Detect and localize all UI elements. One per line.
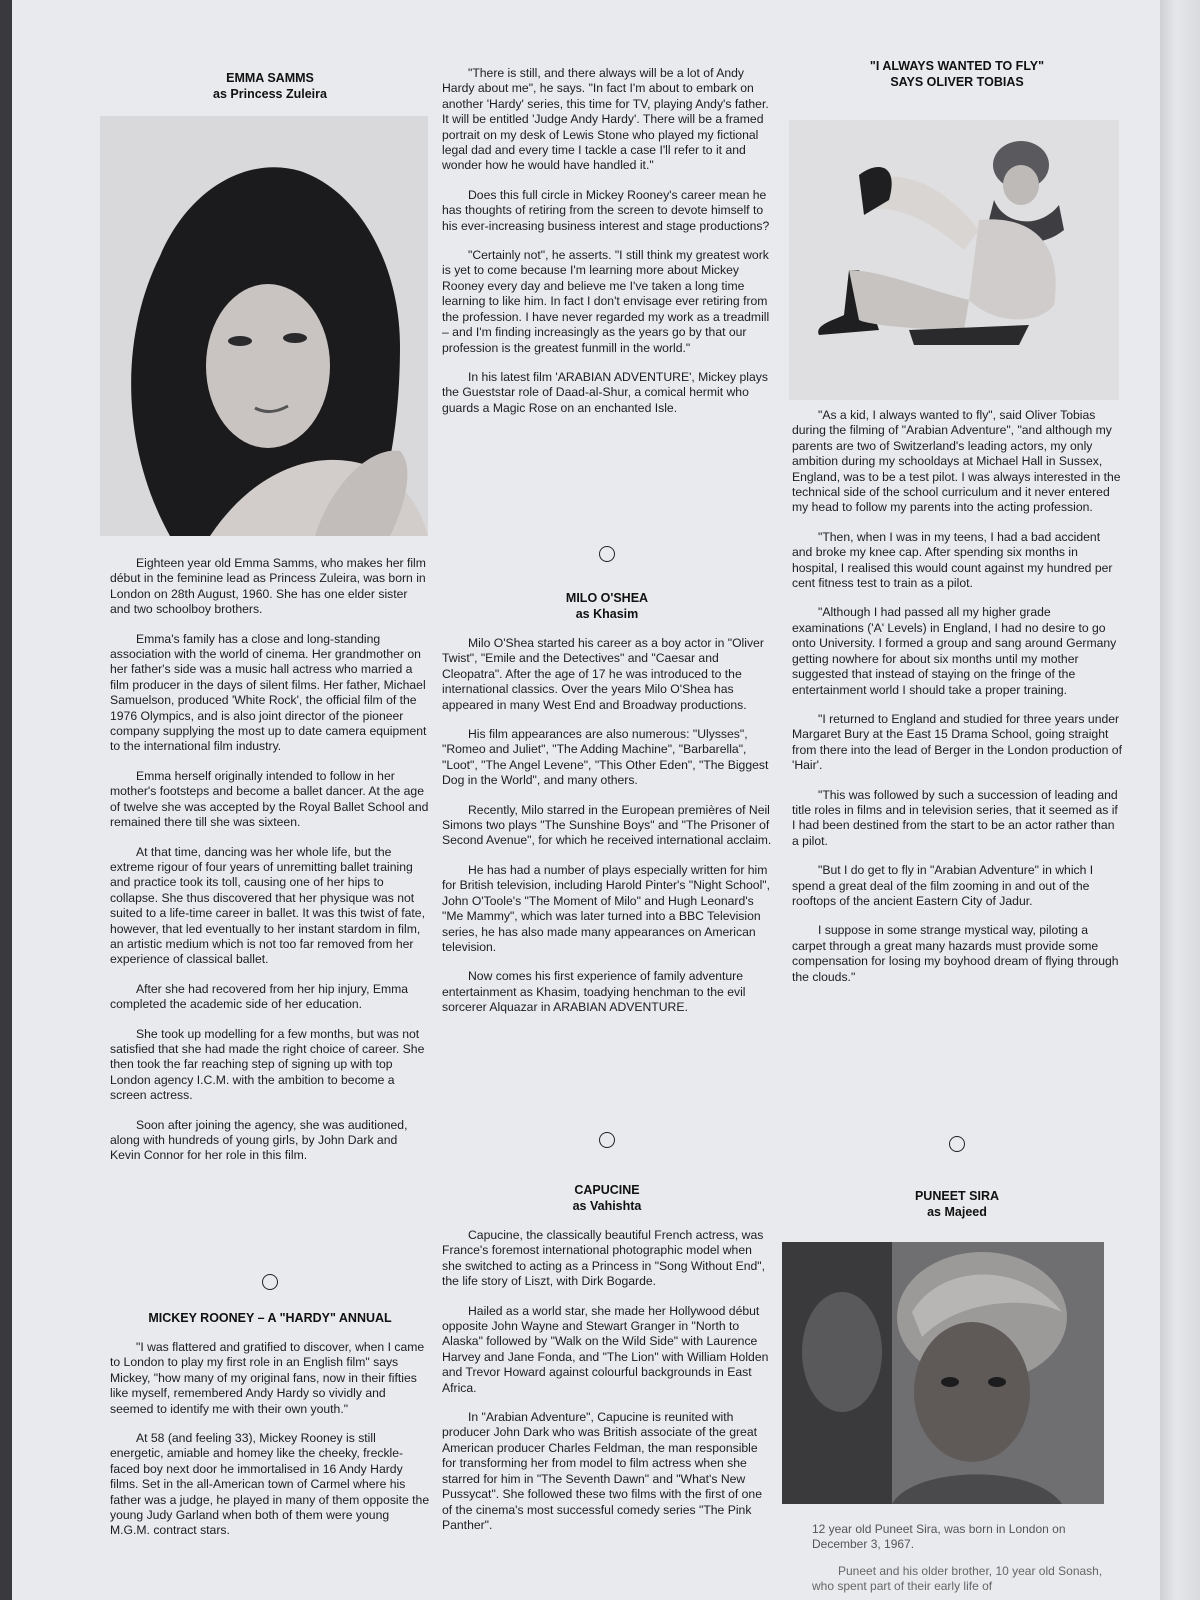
paragraph: Recently, Milo starred in the European premières of Neil Simons two plays "The Sunshine Boys" and "The Prisoner of Second Avenue", for which he received international acclaim. bbox=[442, 802, 772, 848]
section-divider bbox=[110, 1274, 430, 1290]
milo-bio bbox=[442, 636, 772, 1030]
paragraph: Puneet and his older brother, 10 year old Sonash, who spent part of their early life of bbox=[812, 1564, 1103, 1593]
oliver-heading bbox=[792, 58, 1122, 90]
circle-divider-icon bbox=[262, 1274, 278, 1290]
emma-samms-photo bbox=[100, 116, 428, 536]
mickey-heading: MICKEY ROONEY – A "HARDY" ANNUAL bbox=[148, 1311, 392, 1325]
circle-divider-icon bbox=[599, 1132, 615, 1148]
paragraph: Capucine, the classically beautiful French actress, was France's foremost international photographic model when she switched to acting as a Princess in "Song Without End", the life story of Liszt, with Dirk Bogarde. bbox=[442, 1228, 765, 1289]
paragraph: In "Arabian Adventure", Capucine is reunited with producer John Dark who was British associate of the great American producer Charles Feldman, the man responsible for transforming her from model to film actress when she starred for him in "The Seventh Dawn" and "What's New Pussycat". She followed these two films with the first of one of the cinema's most successful comedy series "The Pink Panther". bbox=[442, 1410, 762, 1532]
paragraph: After she had recovered from her hip injury, Emma completed the academic side of her education. bbox=[110, 981, 409, 1012]
mickey-bio bbox=[110, 1340, 430, 1553]
oliver-subheadline: SAYS OLIVER TOBIAS bbox=[890, 75, 1024, 89]
rooney-continued bbox=[442, 66, 772, 430]
adjacent-page-edge bbox=[1160, 0, 1200, 1600]
milo-name: MILO O'SHEA bbox=[565, 591, 649, 605]
puneet-heading bbox=[792, 1188, 1122, 1220]
paragraph: Emma's family has a close and long-standing association with the world of cinema. Her grandmother on her father's side was a music hall actress who married a film producer in the days of silent films. Her father, Michael Samuelson, produced 'White Rock', the official film of the 1976 Olympics, and is also joint director of the pioneer company supplying the most up to date camera equipment to the international film industry. bbox=[110, 631, 427, 754]
oliver-headline: "I ALWAYS WANTED TO FLY" bbox=[869, 59, 1045, 73]
paragraph: His film appearances are also numerous: "Ulysses", "Romeo and Juliet", "The Adding Machine", "Barbarella", "Loot", "The Angel Levene", "This Other Eden", "The Biggest Dog in the World", and many others. bbox=[442, 727, 769, 788]
paragraph: "I returned to England and studied for three years under Margaret Bury at the East 15 Drama School, going straight from there into the lead of Berger in the London production of 'Hair'. bbox=[792, 711, 1122, 773]
puneet-name: PUNEET SIRA bbox=[914, 1189, 1000, 1203]
puneet-bio bbox=[812, 1522, 1112, 1600]
milo-heading bbox=[442, 590, 772, 622]
paragraph: Soon after joining the agency, she was auditioned, along with hundreds of young girls, by John Dark and Kevin Connor for her role in this film. bbox=[110, 1117, 408, 1163]
paragraph: "But I do get to fly in "Arabian Adventure" in which I spend a great deal of the film zooming in and out of the rooftops of the ancient Eastern City of Jadur. bbox=[792, 863, 1094, 908]
capucine-heading bbox=[442, 1182, 772, 1214]
paragraph: "This was followed by such a succession of leading and title roles in films and in television series, that it seemed as if I had been destined from the start to be an actor rather than a pilot. bbox=[792, 787, 1118, 848]
paragraph: Does this full circle in Mickey Rooney's career mean he has thoughts of retiring from the screen to devote himself to his ever-increasing business interest and stage productions? bbox=[442, 187, 770, 233]
oliver-bio bbox=[792, 408, 1122, 999]
paragraph: "As a kid, I always wanted to fly", said Oliver Tobias during the filming of "Arabian Adventure", "and although my parents are two of Switzerland's leading actors, my only ambition during my schooldays at Michael Hall in Sussex, England, was to be a test pilot. I was always interested in the technical side of the school curriculum and it never entered my head to follow my parents into the acting profession. bbox=[792, 408, 1121, 515]
portrait-illustration bbox=[100, 116, 428, 536]
paragraph: Hailed as a world star, she made her Hollywood début opposite John Wayne and Stewart Granger in "North to Alaska" followed by "Walk on the Wild Side" with Laurence Harvey and Jane Fonda, and "The Lion" with William Holden and Trevor Howard against colourful backgrounds in East Africa. bbox=[442, 1303, 769, 1395]
milo-role: as Khasim bbox=[575, 607, 639, 621]
paragraph: She took up modelling for a few months, but was not satisfied that she had made the right choice of career. She then took the far reaching step of signing up with top London agency I.C.M. with the ambition to become a screen actress. bbox=[110, 1026, 425, 1103]
paragraph: At 58 (and feeling 33), Mickey Rooney is still energetic, amiable and homey like the cheeky, freckle-faced boy next door he immortalised in 16 Andy Hardy films. Set in the all-American town of Carmel where his father was a judge, he played in many of them opposite the young Judy Garland when both of them were young M.G.M. contract stars. bbox=[110, 1431, 430, 1538]
capucine-name: CAPUCINE bbox=[574, 1183, 640, 1197]
paragraph: "Although I had passed all my higher grade examinations ('A' Levels) in England, I had no desire to go onto University. I formed a group and sang around Germany getting nowhere for about six months until my mother suggested that instead of staying on the fringe of the entertainment world I should take a proper training. bbox=[792, 605, 1117, 697]
puneet-sira-photo bbox=[782, 1242, 1104, 1504]
paragraph: Now comes his first experience of family adventure entertainment as Khasim, toadying henchman to the evil sorcerer Alquazar in ARABIAN ADVENTURE. bbox=[442, 969, 746, 1015]
paragraph: At that time, dancing was her whole life, but the extreme rigour of four years of unremitting ballet training and practice took its toll, causing one of her hips to collapse. She thus discovered that her physique was not suited to a life-time career in ballet. It was this twist of fate, however, that led eventually to her instant stardom in film, an artistic medium which is not too far removed from her experience of classical ballet. bbox=[110, 844, 425, 967]
section-divider bbox=[442, 546, 772, 562]
emma-bio bbox=[110, 556, 430, 1178]
circle-divider-icon bbox=[599, 546, 615, 562]
emma-role: as Princess Zuleira bbox=[213, 87, 327, 101]
paragraph: Milo O'Shea started his career as a boy actor in "Oliver Twist", "Emile and the Detectives" and "Caesar and Cleopatra". After the age of 17 he was introduced to the international classics. Over the years Milo O'Shea has appeared in many West End and Broadway productions. bbox=[442, 636, 764, 712]
section-divider bbox=[442, 1132, 772, 1148]
section-divider bbox=[792, 1136, 1122, 1152]
paragraph: He has had a number of plays especially written for him for British television, including Harold Pinter's "Night School", John O'Toole's "The Moment of Milo" and Hugh Leonard's "Me Mammy", which was later turned into a BBC Television series, he has also made many appearances on American television. bbox=[442, 862, 771, 954]
paragraph: In his latest film 'ARABIAN ADVENTURE', Mickey plays the Gueststar role of Daad-al-Shur, a comical hermit who guards a Magic Rose on an enchanted Isle. bbox=[442, 369, 768, 415]
emma-name: EMMA SAMMS bbox=[226, 71, 314, 85]
magazine-page bbox=[12, 0, 1162, 1600]
oliver-tobias-photo bbox=[789, 120, 1119, 400]
paragraph: "I was flattered and gratified to discover, when I came to London to play my first role in an English film" says Mickey, "how many of my original fans, now in their fifties like myself, remembered Andy Hardy so vividly and seemed to identify me with their own youth." bbox=[110, 1340, 425, 1416]
circle-divider-icon bbox=[949, 1136, 965, 1152]
emma-heading bbox=[110, 70, 430, 102]
paragraph: "There is still, and there always will be a lot of Andy Hardy about me", he says. "In fact I'm about to embark on another 'Hardy' series, this time for TV, playing Andy's father. It will be entitled 'Judge Andy Hardy'. There will be a framed portrait on my desk of Lewis Stone who played my fictional legal dad and every time I tackle a case I'll refer to it and wonder how he would have handled it." bbox=[442, 66, 769, 173]
puneet-role: as Majeed bbox=[927, 1205, 987, 1219]
paragraph: Eighteen year old Emma Samms, who makes her film début in the feminine lead as Princess Zuleira, was born in London on 28th August, 1960. She has one elder sister and two schoolboy brothers. bbox=[110, 556, 426, 617]
puneet-illustration bbox=[782, 1242, 1104, 1504]
paragraph: "Then, when I was in my teens, I had a bad accident and broke my knee cap. After spending six months in hospital, I realised this would count against my hundred per cent fitness test to train as a pilot. bbox=[792, 529, 1113, 591]
capucine-role: as Vahishta bbox=[572, 1199, 642, 1213]
oliver-illustration bbox=[789, 120, 1119, 400]
paragraph: Emma herself originally intended to follow in her mother's footsteps and become a ballet dancer. At the age of twelve she was accepted by the Royal Ballet School and remained there till she was sixteen. bbox=[110, 768, 429, 830]
photo-caption: 12 year old Puneet Sira, was born in London on December 3, 1967. bbox=[812, 1522, 1066, 1551]
paragraph: "Certainly not", he asserts. "I still think my greatest work is yet to come because I'm learning more about Mickey Rooney every day and believe me I've taken a long time learning to like him. In fact I don't envisage ever retiring from the profession. I have never regarded my work as a treadmill – and I'm finding increasingly as the years go by that our profession is the greatest funmill in the world." bbox=[442, 248, 770, 355]
paragraph: I suppose in some strange mystical way, piloting a carpet through a great many hazards must provide some compensation for losing my boyhood dream of flying through the clouds." bbox=[792, 923, 1119, 984]
capucine-bio bbox=[442, 1228, 772, 1547]
